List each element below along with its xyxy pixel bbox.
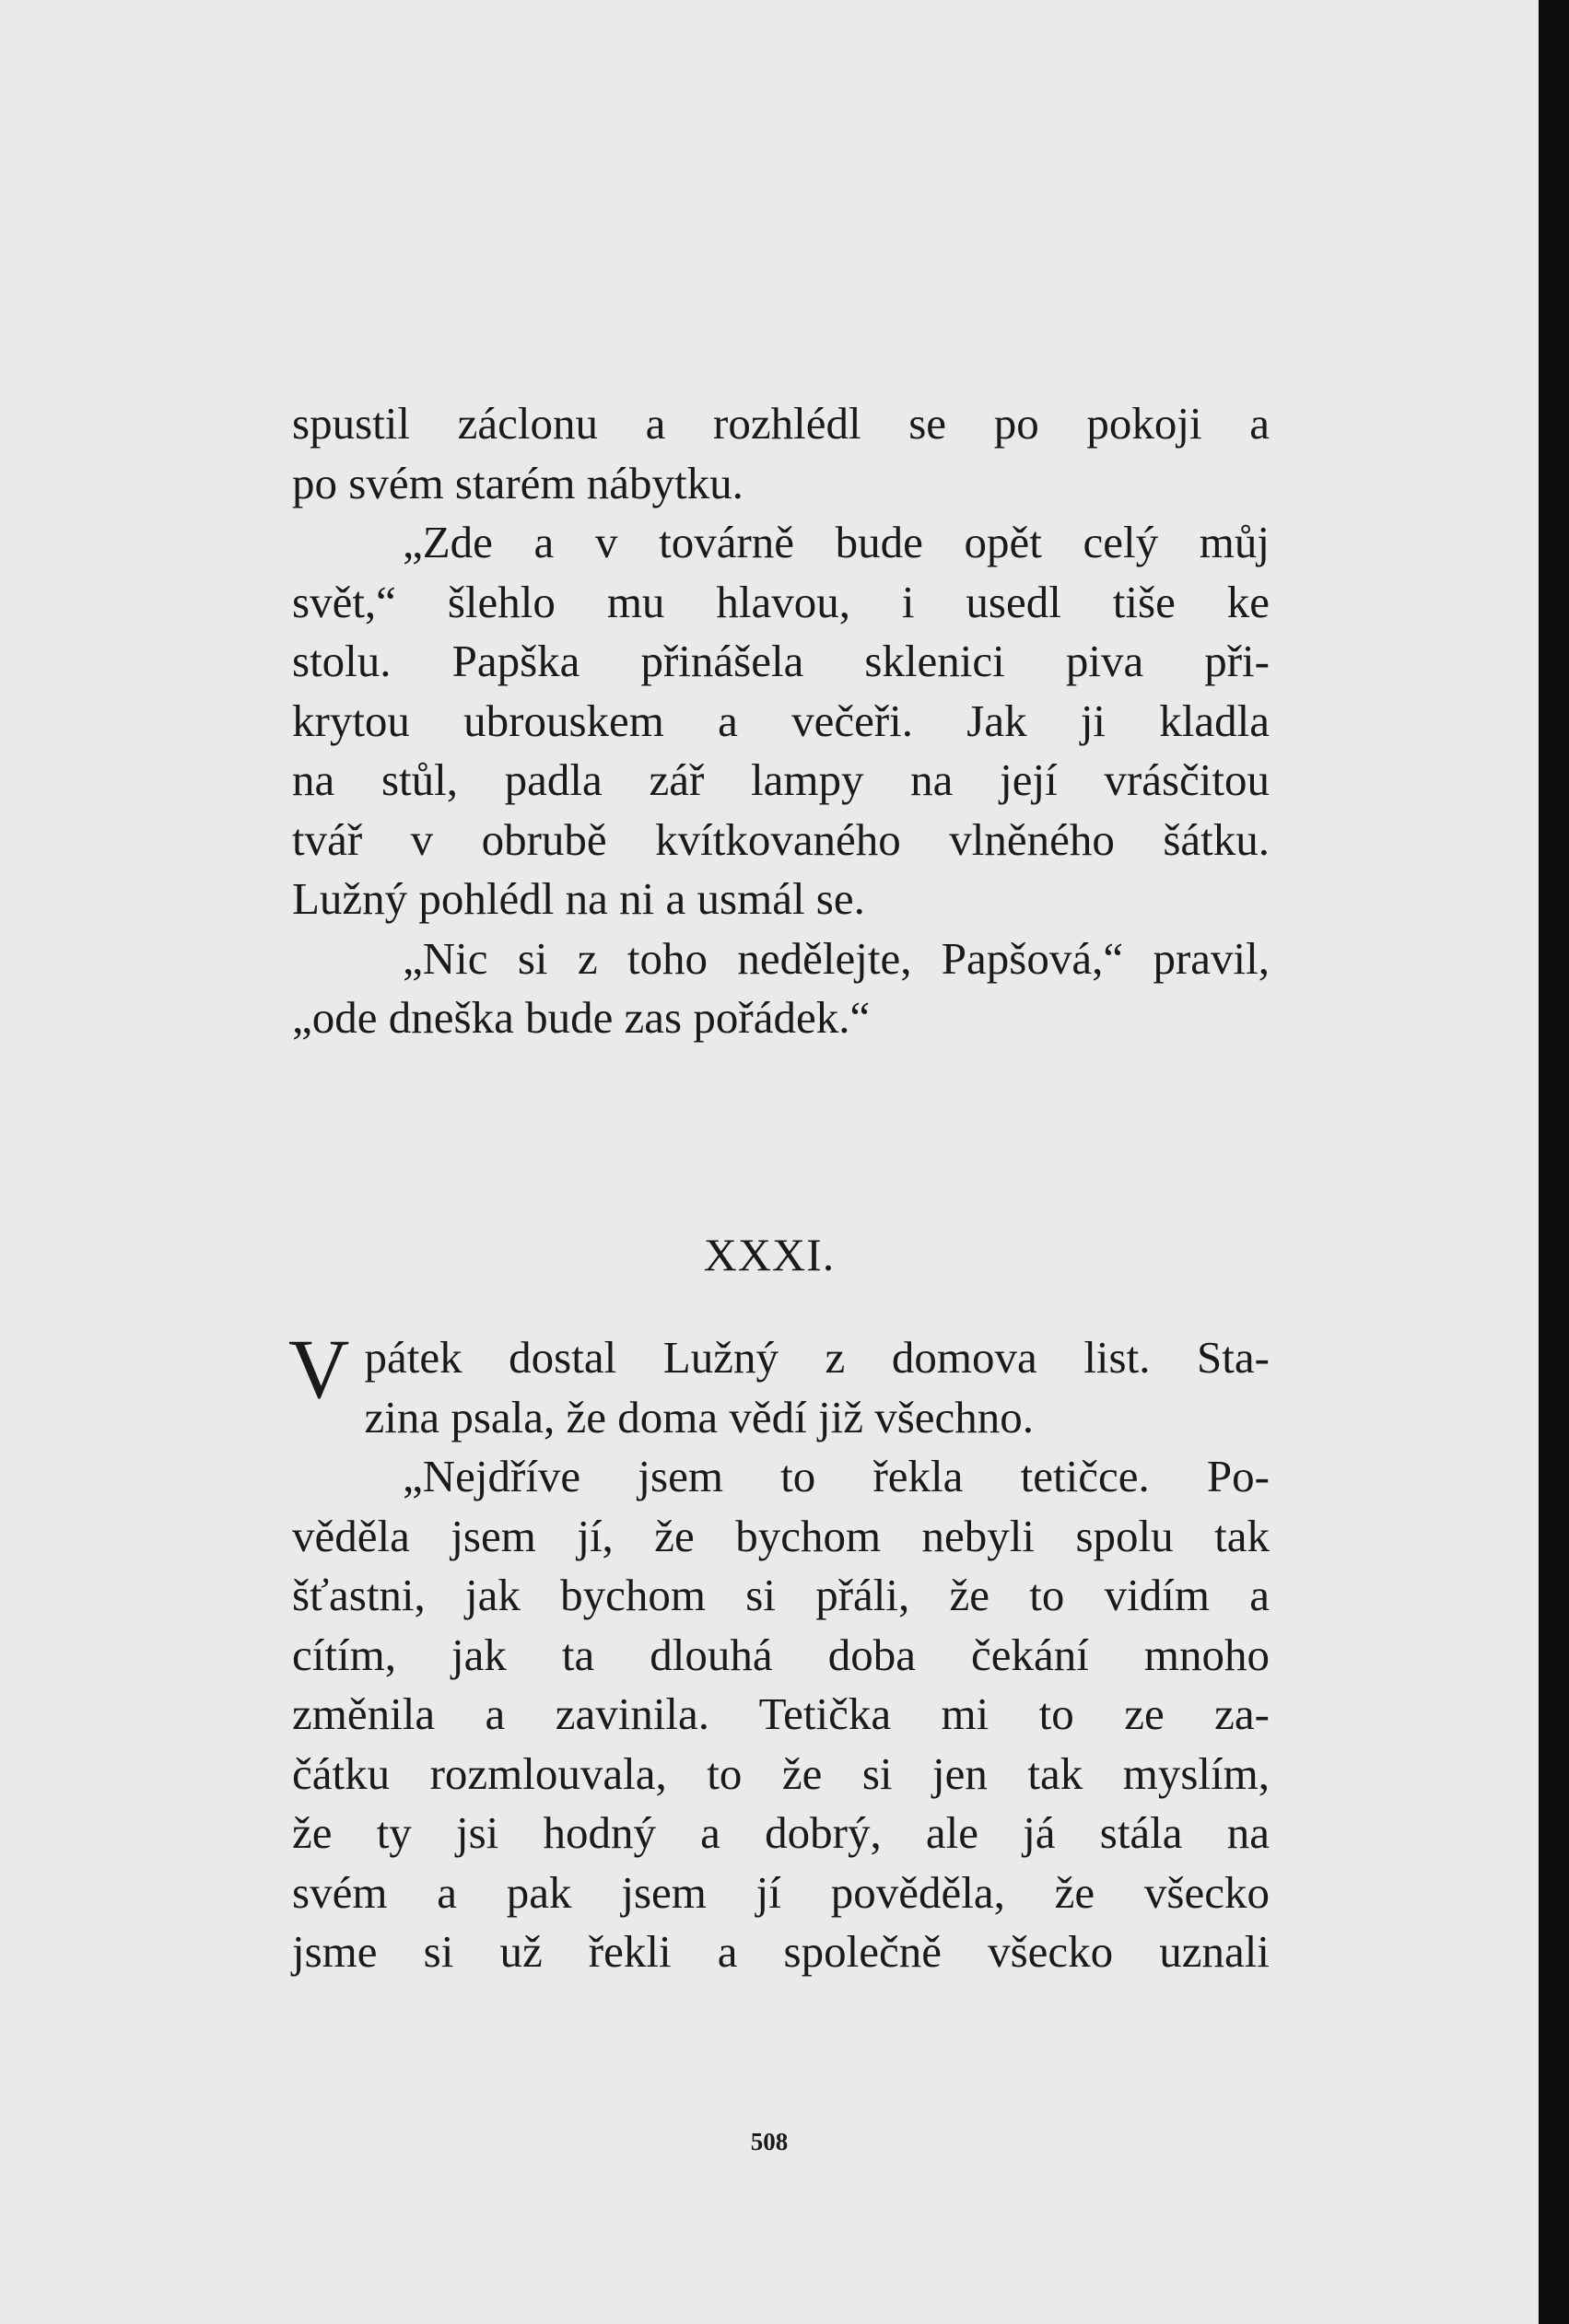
text-line: „Nejdříve jsem to řekla tetičce. Po- bbox=[403, 1451, 1270, 1501]
text-line: po svém starém nábytku. bbox=[292, 457, 744, 508]
text-line: stolu. Papška přinášela sklenici piva při- bbox=[292, 636, 1270, 686]
text-line: „ode dneška bude zas pořádek.“ bbox=[292, 992, 871, 1043]
scan-border bbox=[1539, 0, 1569, 2324]
text-line: na stůl, padla zář lampy na její vrásčitou bbox=[292, 754, 1270, 805]
text-line: „Zde a v továrně bude opět celý můj bbox=[403, 517, 1270, 567]
text-line: pátek dostal Lužný z domova list. Sta- bbox=[364, 1332, 1270, 1383]
text-line: krytou ubrouskem a večeři. Jak ji kladla bbox=[292, 695, 1270, 746]
text-line: svět,“ šlehlo mu hlavou, i usedl tiše ke bbox=[292, 576, 1270, 627]
drop-cap: V bbox=[288, 1322, 350, 1416]
text-line: zina psala, že doma vědí již všechno. bbox=[364, 1391, 1035, 1442]
text-line: svém a pak jsem jí pověděla, že všecko bbox=[292, 1866, 1270, 1918]
text-line: šťastni, jak bychom si přáli, že to vidím a bbox=[292, 1570, 1270, 1620]
chapter-heading: XXXI. bbox=[703, 1229, 836, 1280]
text-line: věděla jsem jí, že bychom nebyli spolu tak bbox=[292, 1510, 1270, 1561]
text-line: že ty jsi hodný a dobrý, ale já stála na bbox=[292, 1807, 1270, 1858]
text-line: čátku rozmlouvala, to že si jen tak myslím, bbox=[292, 1747, 1270, 1799]
page-number: 508 bbox=[750, 2128, 789, 2155]
text-line: spustil záclonu a rozhlédl se po pokoji a bbox=[292, 398, 1270, 449]
text-line: jsme si už řekli a společně všecko uznali bbox=[292, 1926, 1270, 1977]
text-line: Lužný pohlédl na ni a usmál se. bbox=[292, 873, 865, 924]
text-line: „Nic si z toho nedělejte, Papšová,“ pravil, bbox=[403, 932, 1270, 984]
paragraph-block-2 bbox=[288, 1322, 1270, 1982]
paragraph-block-1 bbox=[292, 394, 1270, 1048]
text-line: cítím, jak ta dlouhá doba čekání mnoho bbox=[292, 1629, 1270, 1680]
text-line: změnila a zavinila. Tetička mi to ze za- bbox=[292, 1688, 1270, 1739]
text-line: tvář v obrubě kvítkovaného vlněného šátku. bbox=[292, 813, 1270, 865]
